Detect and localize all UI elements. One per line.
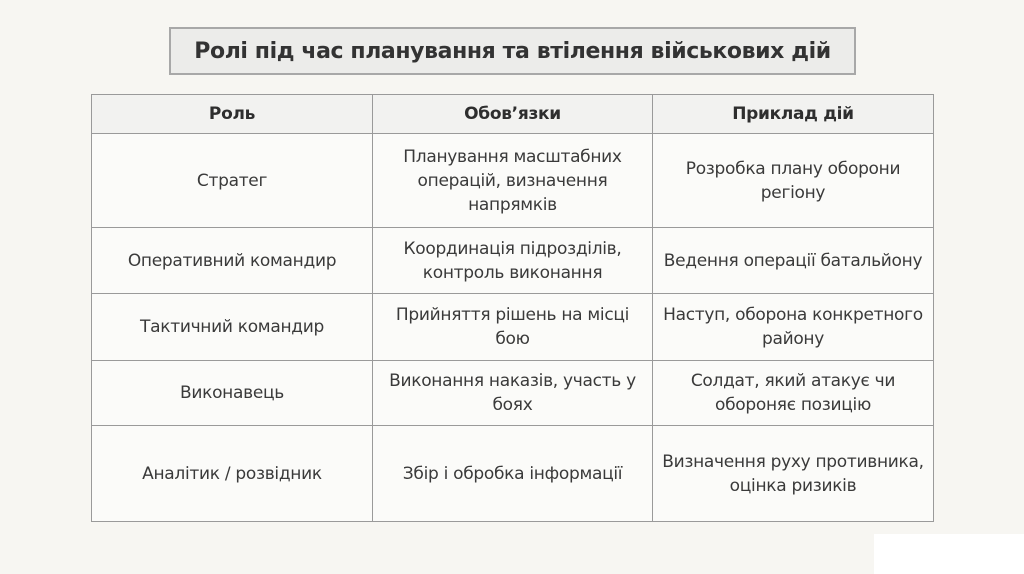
cell-example: Визначення руху противника, оцінка ризиків <box>653 426 934 522</box>
table-row <box>92 426 934 522</box>
header-duties: Обов’язки <box>373 95 653 134</box>
table-header-row <box>92 95 934 134</box>
roles-table <box>91 94 934 522</box>
table-row <box>92 294 934 361</box>
cell-duties: Виконання наказів, участь у боях <box>373 361 653 426</box>
table-row <box>92 361 934 426</box>
cell-example: Солдат, який атакує чи обороняє позицію <box>653 361 934 426</box>
cell-role: Стратег <box>92 134 373 228</box>
header-role: Роль <box>92 95 373 134</box>
cell-duties: Координація підрозділів, контроль виконання <box>373 228 653 294</box>
cell-role: Аналітик / розвідник <box>92 426 373 522</box>
cell-duties: Прийняття рішень на місці бою <box>373 294 653 361</box>
cell-example: Наступ, оборона конкретного району <box>653 294 934 361</box>
cell-duties: Збір і обробка інформації <box>373 426 653 522</box>
slide-title: Ролі під час планування та втілення військових дій <box>194 38 831 64</box>
cell-example: Ведення операції батальйону <box>653 228 934 294</box>
cell-duties: Планування масштабних операцій, визначення напрямків <box>373 134 653 228</box>
cell-role: Виконавець <box>92 361 373 426</box>
cell-role: Оперативний командир <box>92 228 373 294</box>
table-row <box>92 228 934 294</box>
header-example: Приклад дій <box>653 95 934 134</box>
cell-role: Тактичний командир <box>92 294 373 361</box>
cell-example: Розробка плану оборони регіону <box>653 134 934 228</box>
slide-title-box <box>169 27 856 75</box>
corner-patch <box>874 534 1024 574</box>
table-row <box>92 134 934 228</box>
